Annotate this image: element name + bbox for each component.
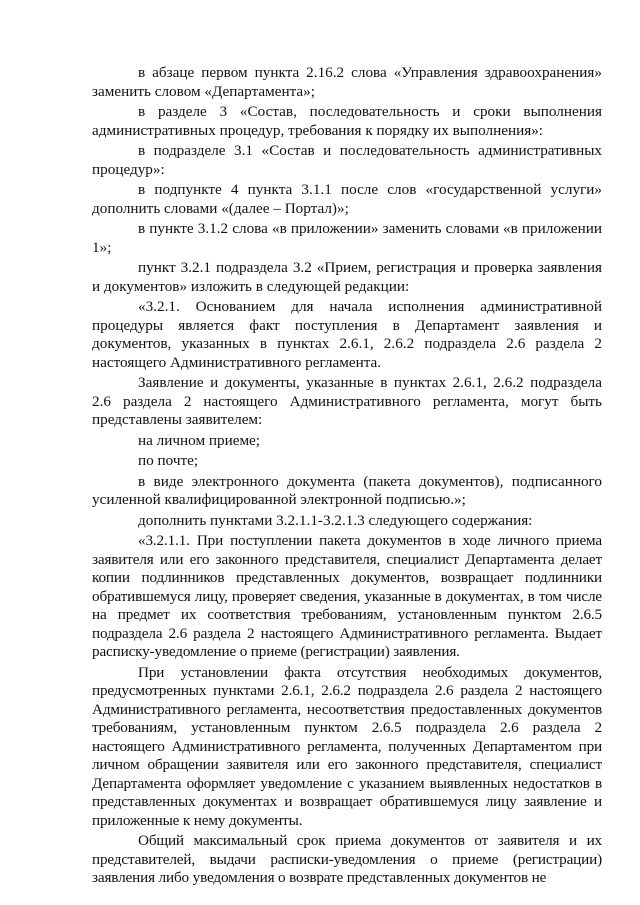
paragraph-3: в подразделе 3.1 «Состав и последовательность административных процедур»: [92,142,602,178]
paragraph-10: по почте; [138,452,199,469]
paragraph-7: «3.2.1. Основанием для начала исполнения административной процедуры является факт поступления в Департамент заявления и документов, указанных в пунктах 2.6.1, 2.6.2 подраздела 2.6 раздела 2 настоящего Административного регламента. [92,298,602,371]
paragraph-15: Общий максимальный срок приема документов от заявителя и их представителей, выдачи расписки-уведомления о приеме (регистрации) заявления либо уведомления о возврате представленных документов не [92,832,602,886]
paragraph-12: дополнить пунктами 3.2.1.1-3.2.1.3 следующего содержания: [138,511,533,529]
paragraph-5: в пункте 3.1.2 слова «в приложении» заменить словами «в приложении 1»; [92,220,602,256]
paragraph-9: на личном приеме; [138,431,261,449]
paragraph-13: «3.2.1.1. При поступлении пакета документов в ходе личного приема заявителя или его законного представителя, специалист Департамента делает копии подлинников представленных документов, возвращает подлинники обратившемуся лицу, проверяет сведения, указанные в документах, в том числе на предмет их соответствия требованиям, установленным пунктом 2.6.5 подраздела 2.6 раздела 2 настоящего Административного регламента. Выдает расписку-уведомление о приеме (регистрации) заявления. [92,532,602,660]
document-page [92,64,602,890]
paragraph-11: в виде электронного документа (пакета документов), подписанного усиленной квалифицированной электронной подписью.»; [92,472,602,508]
paragraph-2: в разделе 3 «Состав, последовательность и сроки выполнения административных процедур, требования к порядку их выполнения»: [92,103,602,139]
paragraph-14: При установлении факта отсутствия необходимых документов, предусмотренных пунктами 2.6.1, 2.6.2 подраздела 2.6 раздела 2 настоящего Административного регламента, несоответствия предоставленных документов требованиям, установленным пунктом 2.6.5 подраздела 2.6 раздела 2 настоящего Административного регламента, полученных Департаментом при личном обращении заявителя или его законного представителя, специалист Департамента оформляет уведомление с указанием выявленных недостатков в представленных документах и возвращает обратившемуся лицу заявление и приложенные к нему документы. [92,663,602,829]
paragraph-8: Заявление и документы, указанные в пунктах 2.6.1, 2.6.2 подраздела 2.6 раздела 2 настоящего Административного регламента, могут быть представлены заявителем: [92,374,602,428]
paragraph-4: в подпункте 4 пункта 3.1.1 после слов «государственной услуги» дополнить словами «(далее – Портал)»; [92,181,602,217]
paragraph-1: в абзаце первом пункта 2.16.2 слова «Управления здравоохранения» заменить словом «Департамента»; [92,64,602,100]
paragraph-6: пункт 3.2.1 подраздела 3.2 «Прием, регистрация и проверка заявления и документов» изложить в следующей редакции: [92,259,602,295]
